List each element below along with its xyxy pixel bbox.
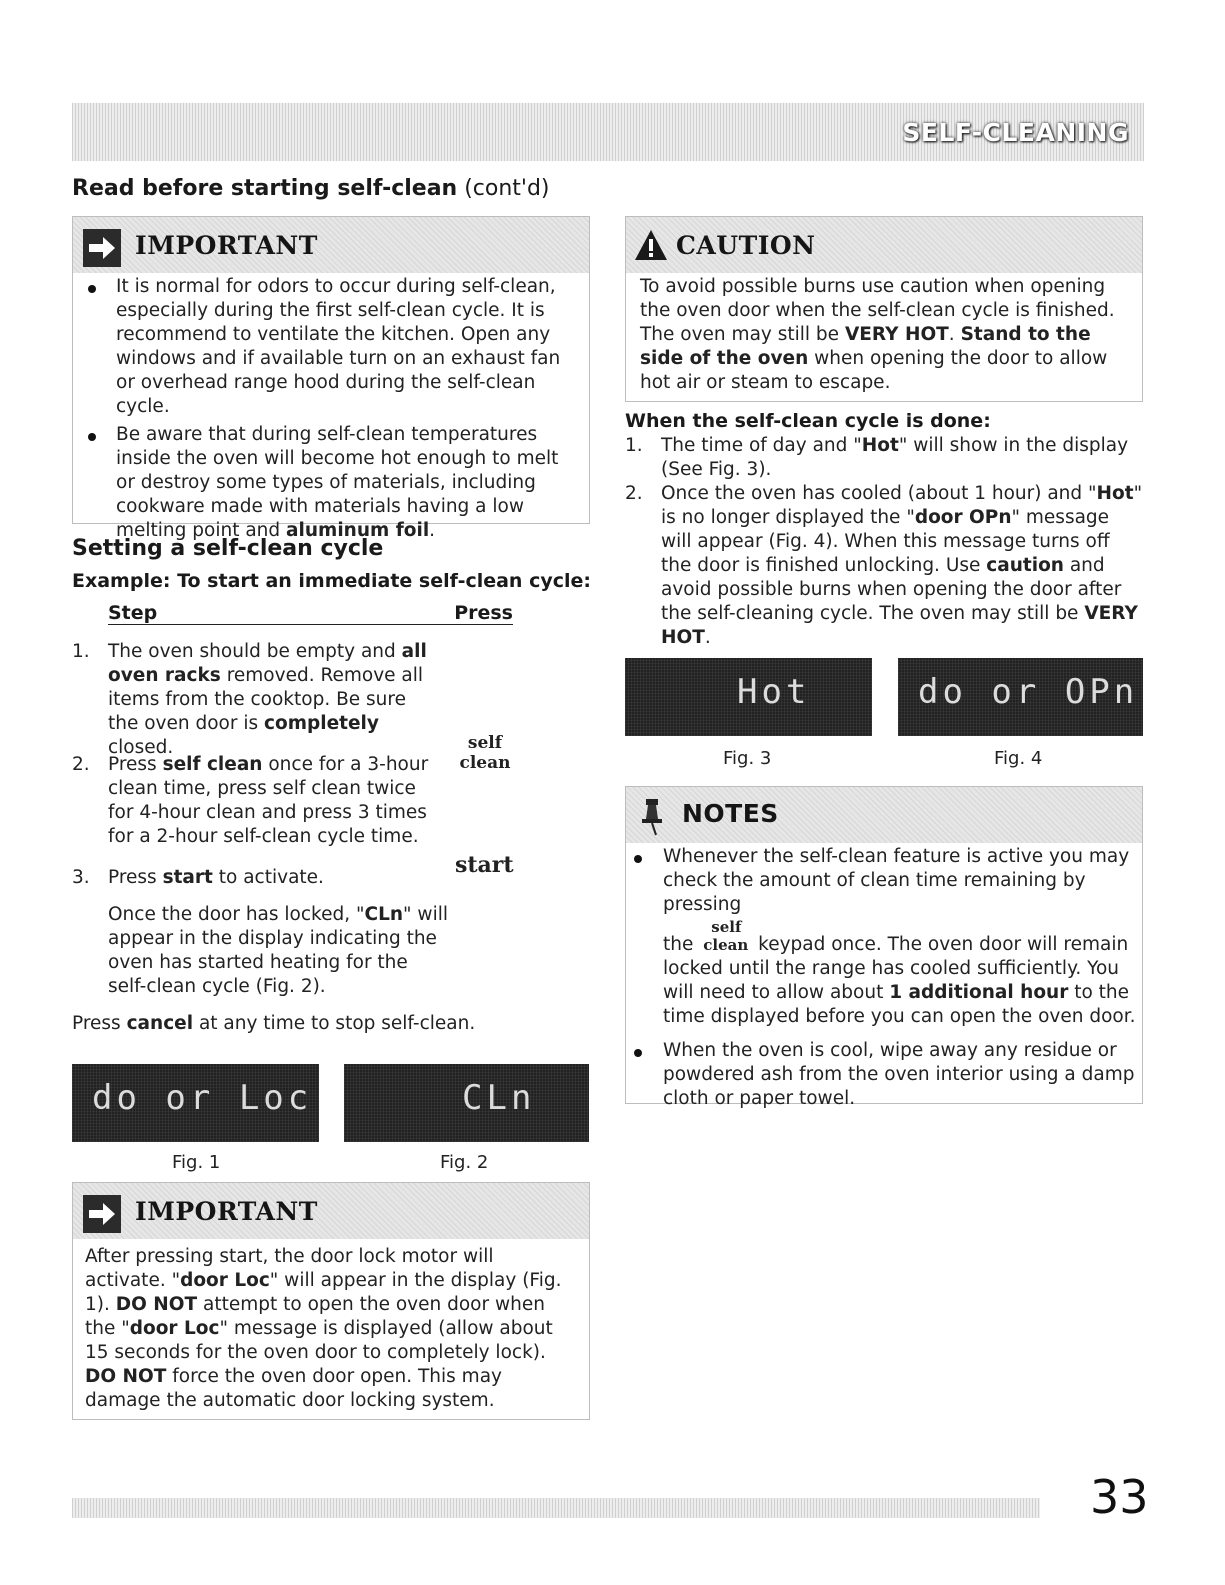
- step-number: 2.: [72, 754, 90, 775]
- list-item: [73, 275, 578, 419]
- step-number: 3.: [72, 867, 90, 888]
- step-number: 1.: [625, 435, 643, 456]
- cancel-note: Press cancel at any time to stop self-clean.: [72, 1013, 476, 1034]
- important-label: IMPORTANT: [135, 231, 318, 260]
- subheading-bold: Read before starting self-clean: [72, 176, 458, 201]
- figure-1-caption: Fig. 1: [172, 1152, 221, 1173]
- bullet-icon: [634, 1049, 642, 1057]
- figure-3-display: [625, 658, 872, 736]
- step-text: The oven should be empty and all oven racks removed. Remove all items from the cooktop. Be sure the oven door is completely closed.: [108, 641, 427, 758]
- list-item: [626, 1039, 1136, 1111]
- column-press: Press: [454, 602, 513, 624]
- footer-band: [72, 1498, 1040, 1518]
- step-number: 1.: [72, 641, 90, 662]
- arrow-right-icon: [83, 229, 121, 267]
- page-subheading: [72, 176, 550, 201]
- bullet-emphasis: aluminum foil: [286, 520, 430, 541]
- done-heading: When the self-clean cycle is done:: [625, 410, 991, 432]
- note-text: Whenever the self-clean feature is active you may check the amount of clean time remaining by pressing the self clean keypad once. The oven door will remain locked until the range has cooled sufficiently. You will need to allow about 1 additional hour to the time displayed before you can open the oven door.: [663, 846, 1136, 1027]
- arrow-right-icon: [83, 1195, 121, 1233]
- caution-label: CAUTION: [676, 231, 816, 260]
- figure-1-display: [72, 1064, 319, 1142]
- locked-note: Once the door has locked, "CLn" will appear in the display indicating the oven has started heating for the self-clean cycle (Fig. 2).: [108, 904, 448, 997]
- important-box-1: [72, 216, 590, 541]
- important-bullets: [73, 275, 578, 547]
- display-readout: CLn: [462, 1078, 536, 1118]
- note-text: When the oven is cool, wipe away any residue or powdered ash from the oven interior using a damp cloth or paper towel.: [663, 1040, 1135, 1109]
- display-readout: do or OPn: [918, 672, 1139, 712]
- pushpin-icon: [638, 797, 668, 837]
- figure-3-caption: Fig. 3: [723, 748, 772, 769]
- bullet-text: .: [429, 520, 436, 541]
- step-table-header: [108, 602, 513, 625]
- subheading-normal: (cont'd): [457, 176, 550, 201]
- caution-box: [625, 216, 1143, 402]
- bullet-icon: [88, 433, 96, 441]
- key-label-clean: clean: [459, 753, 511, 773]
- list-item: [73, 423, 578, 543]
- caution-text: To avoid possible burns use caution when opening the oven door when the self-clean cycle is finished. The oven may still be VERY HOT. Stand to the side of the oven when opening the door to allow hot air or steam to escape.: [640, 276, 1115, 393]
- list-item: [626, 845, 1136, 1029]
- section-title: SELF-CLEANING: [902, 118, 1129, 147]
- bullet-icon: [634, 855, 642, 863]
- bullet-text: It is normal for odors to occur during self-clean, especially during the first self-clean cycle. It is recommend to ventilate the kitchen. Open any windows and if available turn on an exhaust fan or overhead range hood during the self-clean cycle.: [116, 276, 561, 417]
- important-label: IMPORTANT: [135, 1197, 318, 1226]
- example-heading: Example: To start an immediate self-clean cycle:: [72, 570, 591, 592]
- notes-box: [625, 786, 1143, 1109]
- column-step: Step: [108, 602, 158, 624]
- bullet-icon: [88, 285, 96, 293]
- step-text: Press start to activate.: [108, 867, 324, 888]
- figure-4-caption: Fig. 4: [994, 748, 1043, 769]
- important-text: After pressing start, the door lock motor will activate. "door Loc" will appear in the display (Fig. 1). DO NOT attempt to open the oven door when the "door Loc" message is displayed (allow about 15 seconds for the oven door to completely lock). DO NOT force the oven door open. This may damage the automatic door locking system.: [85, 1246, 562, 1411]
- warning-icon: [634, 229, 668, 261]
- important-box-2: [72, 1182, 590, 1420]
- key-label-self: self: [467, 733, 503, 753]
- section-heading: Setting a self-clean cycle: [72, 536, 384, 561]
- figure-4-display: [898, 658, 1143, 736]
- figure-2-caption: Fig. 2: [440, 1152, 489, 1173]
- self-clean-key-inline: self clean: [703, 918, 749, 954]
- page-number: 33: [1090, 1470, 1149, 1524]
- step-text: Press self clean once for a 3-hour clean time, press self clean twice for 4-hour clean and press 3 times for a 2-hour self-clean cycle time.: [108, 754, 429, 847]
- notes-label: NOTES: [682, 799, 779, 828]
- self-clean-key: [458, 733, 512, 773]
- display-readout: do or Loc: [92, 1078, 313, 1118]
- bullet-text: Be aware that during self-clean temperatures inside the oven will become hot enough to melt or destroy some types of materials, including cookware made with materials having a low melting point and: [116, 424, 559, 541]
- step-number: 2.: [625, 483, 643, 504]
- notes-bullets: [626, 845, 1136, 1115]
- figure-2-display: [344, 1064, 589, 1142]
- step-text: Once the oven has cooled (about 1 hour) and "Hot" is no longer displayed the "door OPn" message will appear (Fig. 4). When this message turns off the door is finished unlocking. Use caution and avoid possible burns when opening the door after the self-cleaning cycle. The oven may still be VERY HOT.: [661, 483, 1143, 648]
- display-readout: Hot: [737, 672, 811, 712]
- step-text: The time of day and "Hot" will show in the display (See Fig. 3).: [661, 435, 1129, 480]
- start-key: start: [455, 852, 514, 878]
